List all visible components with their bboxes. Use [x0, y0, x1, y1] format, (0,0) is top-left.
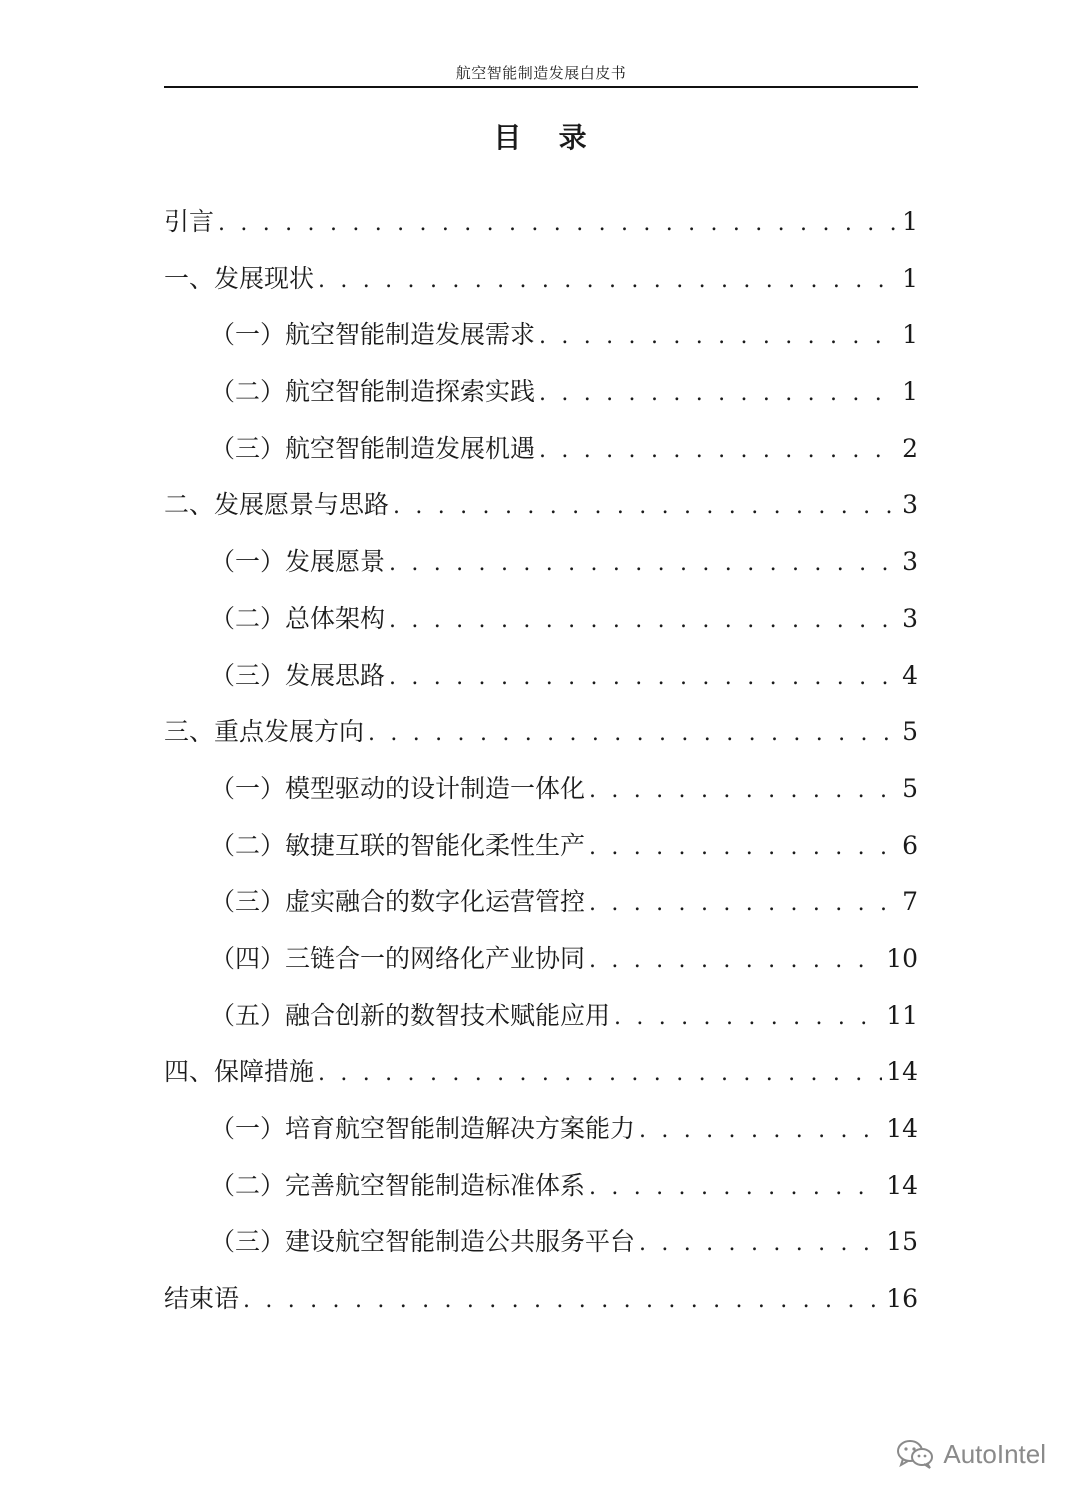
toc-entry[interactable] [164, 429, 918, 486]
toc-dot-leader [639, 1224, 882, 1264]
toc-page-number: 1 [902, 263, 918, 293]
toc-page-number: 5 [902, 717, 918, 747]
toc-dot-leader [639, 1111, 882, 1151]
toc-entry[interactable] [164, 769, 918, 826]
toc-page-number: 4 [902, 660, 918, 690]
toc-entry[interactable] [164, 259, 918, 316]
toc-entry[interactable] [164, 1279, 918, 1336]
toc-dot-leader [389, 544, 898, 584]
toc-page-number: 10 [886, 943, 918, 973]
toc-page-number: 1 [902, 320, 918, 350]
toc-entry-title: （一）培育航空智能制造解决方案能力 [210, 1114, 636, 1143]
running-header: 航空智能制造发展白皮书 [455, 64, 627, 82]
toc-entry-title: （三）建设航空智能制造公共服务平台 [210, 1227, 636, 1257]
toc-entry-title: 二、发展愿景与思路 [164, 490, 390, 520]
toc-entry[interactable] [164, 315, 918, 372]
toc-dot-leader [589, 771, 898, 811]
toc-entry[interactable] [164, 939, 918, 996]
toc-entry[interactable] [164, 202, 918, 259]
toc-entry-title: （二）航空智能制造探索实践 [210, 377, 536, 407]
toc-page-number: 7 [902, 887, 918, 917]
toc-page-number: 16 [886, 1284, 918, 1314]
toc-entry[interactable] [164, 996, 918, 1053]
toc-dot-leader [539, 374, 898, 414]
toc-entry-title: （一）模型驱动的设计制造一体化 [210, 773, 586, 803]
toc-entry-title: （五）融合创新的数智技术赋能应用 [210, 1000, 611, 1030]
toc-entry[interactable] [164, 1222, 918, 1279]
toc-page-number: 1 [902, 377, 918, 407]
toc-entry-title: 三、重点发展方向 [164, 717, 365, 747]
toc-page-number: 14 [886, 1170, 918, 1200]
toc-entry[interactable] [164, 1052, 918, 1109]
toc-dot-leader [389, 601, 898, 641]
toc-page-number: 2 [902, 433, 918, 463]
table-of-contents [164, 202, 918, 1336]
toc-entry-title: 结束语 [164, 1284, 240, 1314]
toc-page-number: 3 [902, 490, 918, 520]
toc-entry-title: 四、保障措施 [164, 1057, 315, 1087]
toc-entry-title: 引言 [164, 207, 215, 236]
toc-entry[interactable] [164, 485, 918, 542]
toc-entry[interactable] [164, 372, 918, 429]
toc-entry[interactable] [164, 712, 918, 769]
toc-dot-leader [393, 487, 898, 527]
toc-page-number: 6 [902, 830, 918, 860]
toc-entry[interactable] [164, 1109, 918, 1166]
toc-dot-leader [589, 1168, 882, 1208]
toc-entry[interactable] [164, 826, 918, 883]
toc-dot-leader [368, 714, 898, 754]
watermark [895, 1438, 1046, 1470]
toc-dot-leader [539, 431, 898, 471]
toc-page-number: 3 [902, 547, 918, 577]
toc-entry-title: （一）发展愿景 [210, 547, 386, 577]
toc-page-number: 14 [886, 1057, 918, 1087]
toc-dot-leader [614, 998, 882, 1038]
toc-entry-title: （一）航空智能制造发展需求 [210, 320, 536, 350]
toc-page-number: 1 [902, 207, 918, 236]
toc-entry[interactable] [164, 542, 918, 599]
toc-entry-title: 一、发展现状 [164, 263, 315, 293]
toc-entry[interactable] [164, 599, 918, 656]
page-title [164, 116, 918, 156]
toc-entry-title: （四）三链合一的网络化产业协同 [210, 943, 586, 973]
toc-dot-leader [589, 828, 898, 868]
toc-dot-leader [389, 658, 898, 698]
page-title-text: 目 录 [493, 121, 589, 154]
toc-dot-leader [539, 317, 898, 357]
toc-entry[interactable] [164, 656, 918, 713]
toc-entry-title: （三）发展思路 [210, 660, 386, 690]
toc-dot-leader [589, 941, 882, 981]
header-rule [164, 86, 918, 88]
toc-page-number: 14 [886, 1114, 918, 1143]
toc-entry-title: （三）虚实融合的数字化运营管控 [210, 887, 586, 917]
toc-entry-title: （二）完善航空智能制造标准体系 [210, 1170, 586, 1200]
toc-dot-leader [318, 261, 898, 301]
toc-page-number: 15 [886, 1227, 918, 1257]
toc-entry-title: （二）敏捷互联的智能化柔性生产 [210, 830, 586, 860]
toc-entry[interactable] [164, 1166, 918, 1223]
toc-page-number: 3 [902, 603, 918, 633]
toc-dot-leader [589, 884, 898, 924]
toc-entry-title: （二）总体架构 [210, 603, 386, 633]
wechat-icon [895, 1438, 935, 1470]
toc-dot-leader [218, 204, 898, 244]
toc-entry-title: （三）航空智能制造发展机遇 [210, 433, 536, 463]
toc-dot-leader [243, 1281, 882, 1321]
watermark-text: AutoIntel [943, 1438, 1046, 1469]
toc-entry[interactable] [164, 882, 918, 939]
toc-page-number: 11 [886, 1000, 918, 1030]
toc-dot-leader [318, 1054, 882, 1094]
toc-page-number: 5 [902, 773, 918, 803]
